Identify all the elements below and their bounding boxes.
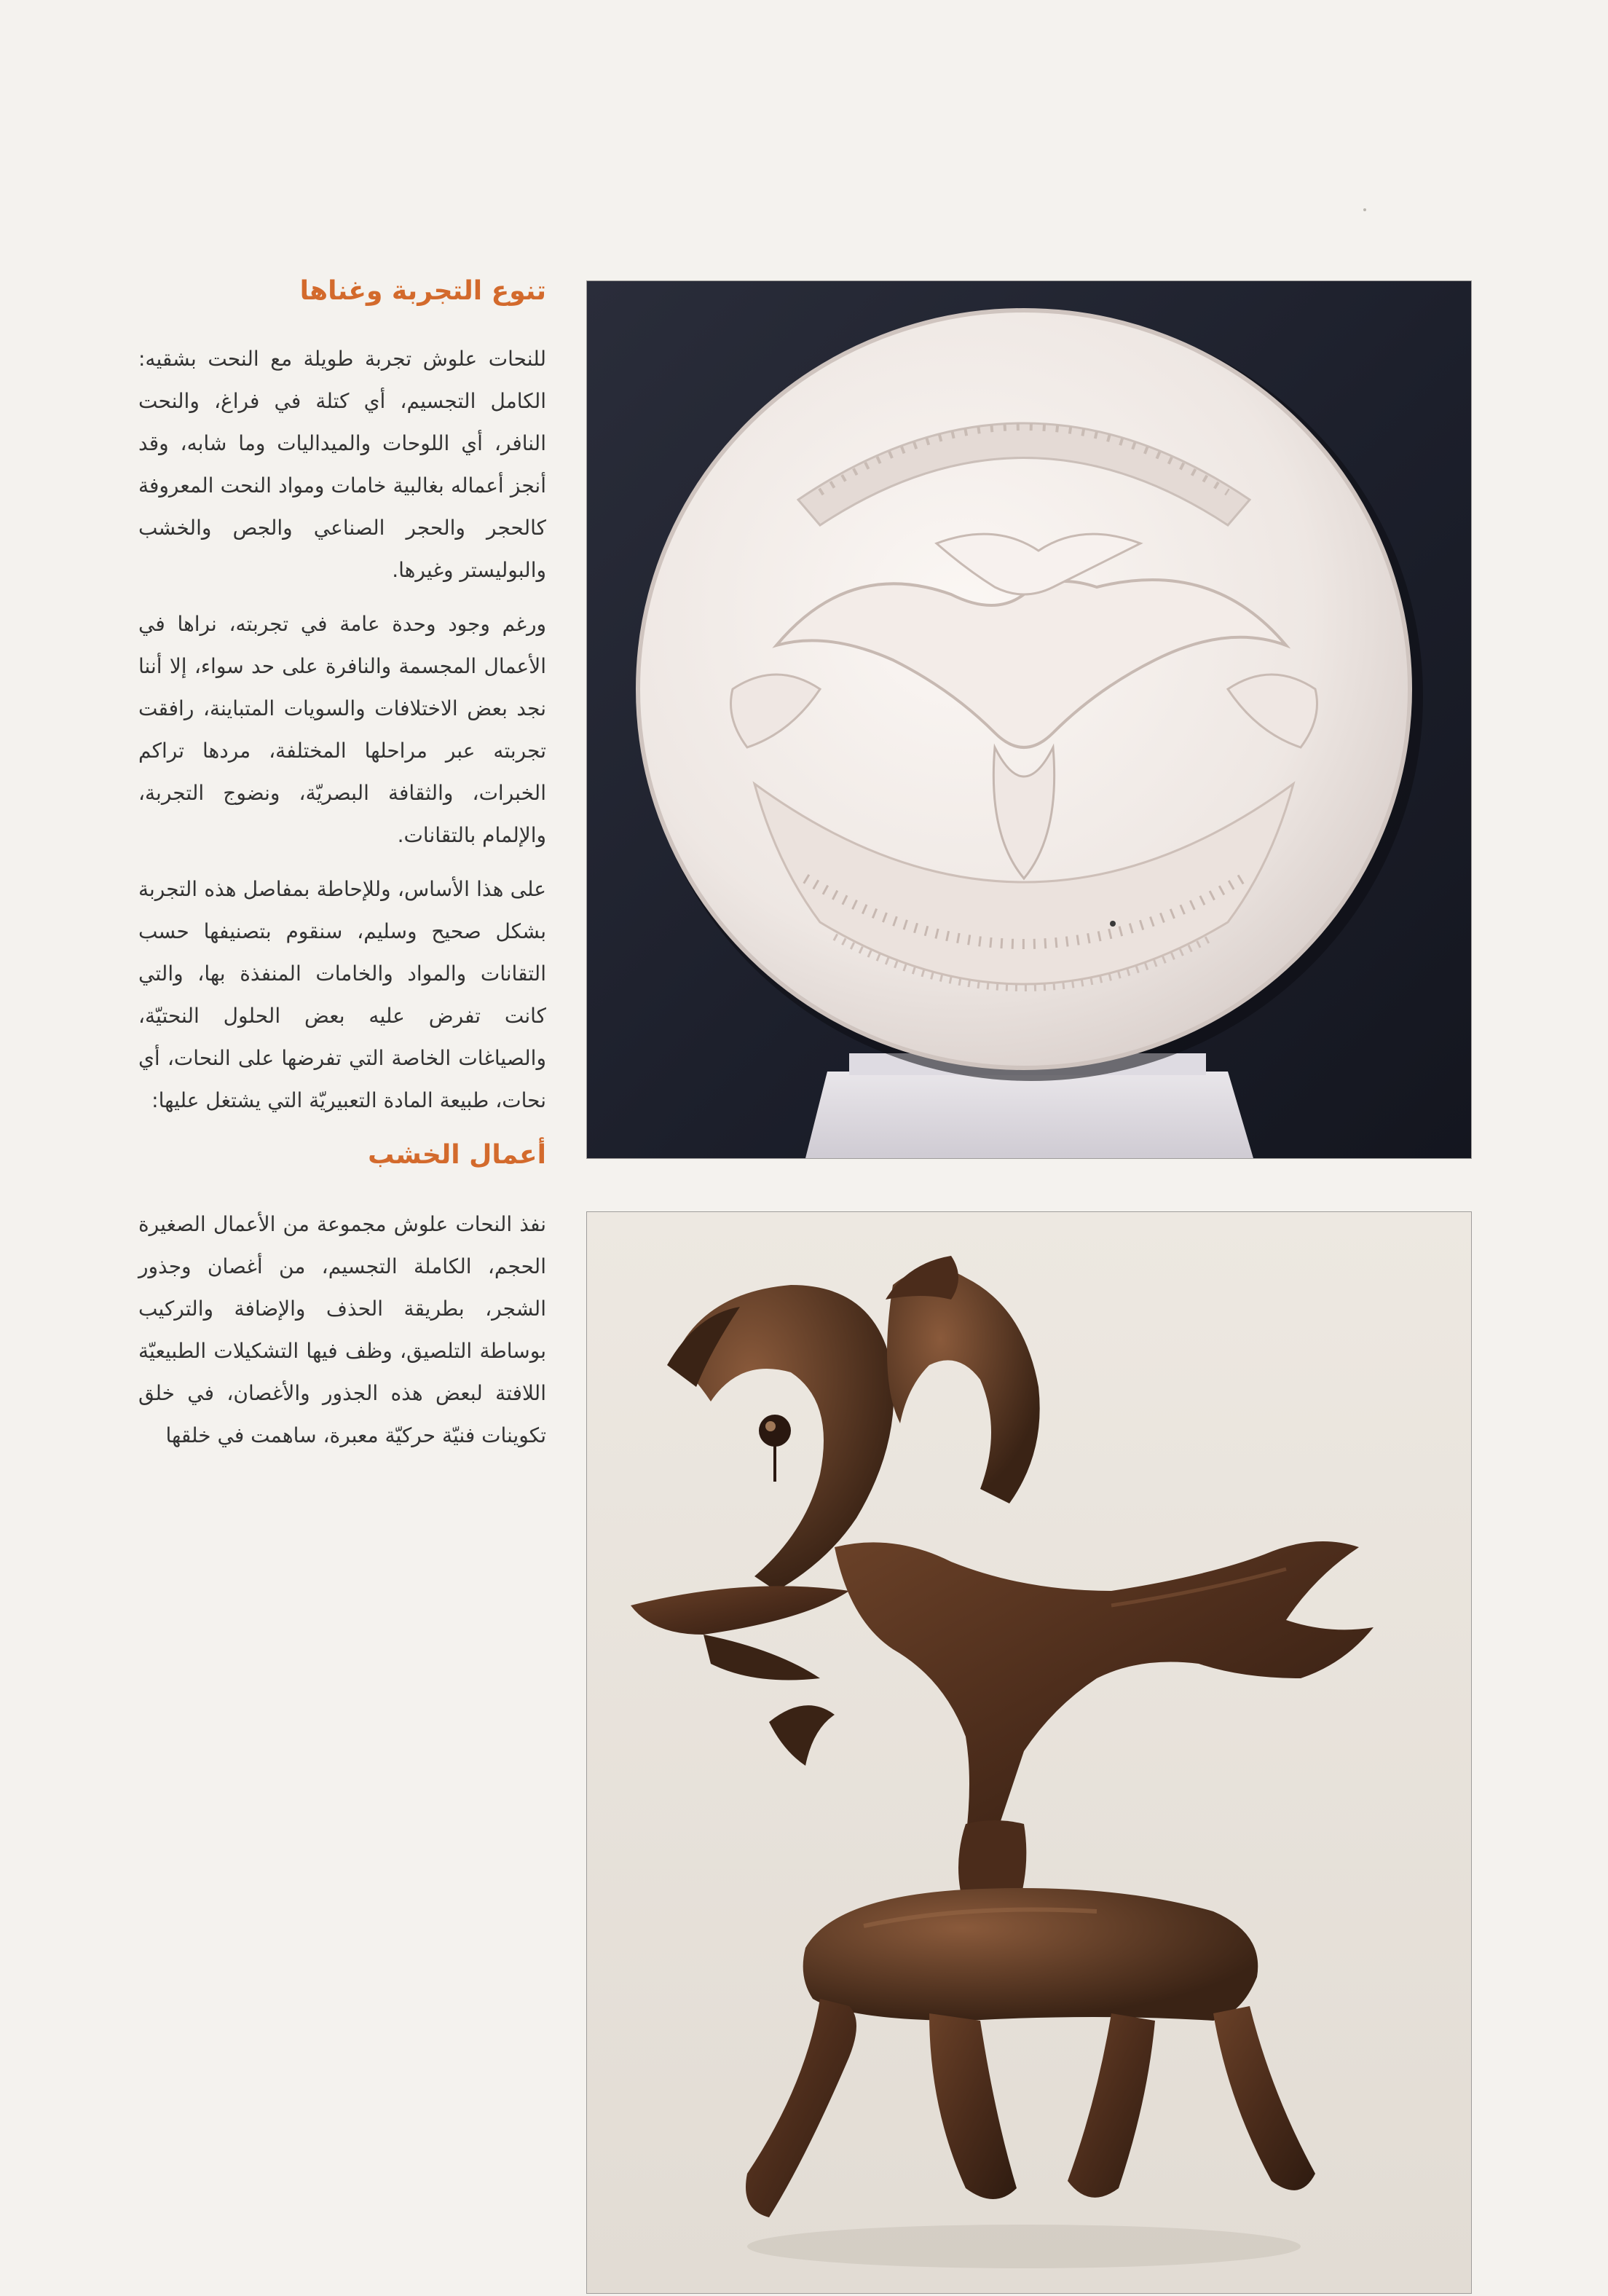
paragraph-classification: على هذا الأساس، وللإحاطة بمفاصل هذه التجربة بشكل صحيح وسليم، سنقوم بتصنيفها حسب التقانات والمواد والخامات المنفذة بها، والتي كانت تفرض عليه بعض الحلول النحتيّة، والصياغات الخاصة التي تفرضها على النحات، أي نحات، طبيعة المادة التعبيريّة التي يشتغل عليها: (138, 877, 546, 1112)
paragraph-wood-works: نفذ النحات علوش مجموعة من الأعمال الصغيرة الحجم، الكاملة التجسيم، من أغصان وجذور الشجر، بطريقة الحذف والإضافة والتركيب بوساطة التلصيق، وظف فيها التشكيلات الطبيعيّة اللافتة لبعض هذه الجذور والأغصان، في خلق تكوينات فنيّة حركيّة معبرة، ساهمت في خلقها (138, 1212, 546, 1447)
paragraph-intro: للنحات علوش تجربة طويلة مع النحت بشقيه: الكامل التجسيم، أي كتلة في فراغ، والنحت النافر، أي اللوحات والميداليات وما شابه، وقد أنجز أعماله بغالبية خامات ومواد النحت المعروفة كالحجر والحجر الصناعي والجص والخشب والبوليستر وغيرها. (138, 347, 546, 582)
photo-wood-bird-sculpture (587, 1212, 1471, 2293)
heading-variety-of-experience: تنوع التجربة وغناها (299, 276, 546, 306)
wood-sculpture-illustration (587, 1212, 1471, 2293)
photo-white-relief-medallion (587, 281, 1471, 1158)
heading-wood-works: أعمال الخشب (368, 1140, 546, 1170)
page-speck (1363, 208, 1366, 211)
relief-medallion-illustration (587, 281, 1471, 1158)
paragraph-unity: ورغم وجود وحدة عامة في تجربته، نراها في الأعمال المجسمة والنافرة على حد سواء، إلا أننا نجد بعض الاختلافات والسويات المتباينة، رافقت تجربته عبر مراحلها المختلفة، مردها تراكم الخبرات، والثقافة البصريّة، ونضوج التجربة، والإلمام بالتقانات. (138, 612, 546, 847)
article-column (138, 270, 546, 1469)
